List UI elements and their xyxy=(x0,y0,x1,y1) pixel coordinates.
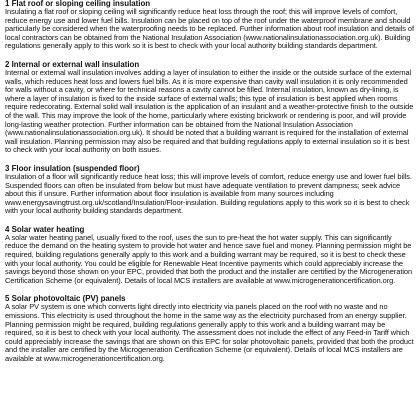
section-heading: 2 Internal or external wall insulation xyxy=(5,59,140,69)
section-heading: 1 Flat roof or sloping ceiling insulation xyxy=(5,0,151,8)
section-heading: 3 Floor insulation (suspended floor) xyxy=(5,163,140,173)
section-solar-pv-panels xyxy=(5,294,414,363)
section-body: Insulating a flat roof or sloping ceiling will significantly reduce heat loss through the roof; this will improve levels of comfort, reduce energy use and lower fuel bills. Insulation can be placed on top of the roof under the waterproof membrane and should particularly be considered when the waterproofing needs to be replaced. Further information about roof insulation and details of local contractors can be obtained from the National Insulation Association (www.nationalinsulationassociation.org.uk). Building regulations generally apply to this work so it is best to check with your local authority building standards department. xyxy=(5,7,414,51)
section-floor-insulation xyxy=(5,164,414,216)
section-body: Internal or external wall insulation involves adding a layer of insulation to either the inside or the outside surface of the external walls, which reduces heat loss and lowers fuel bills. As it is more expensive than cavity wall insulation it is only recommended for walls without a cavity, or where for technical reasons a cavity cannot be filled. Internal insulation, known as dry-lining, is where a layer of insulation is fixed to the inside surface of external walls; this type of insulation is best applied when rooms require redecorating. External solid wall insulation is the application of an insulant and a weather-protective finish to the outside of the wall. This may improve the look of the home, particularly where existing brickwork or rendering is poor, and will provide long-lasting weather protection. Further information can be obtained from the National Insulation Association (www.nationalinsulationassociation.org.uk). It should be noted that a building warrant is required for the installation of external wall insulation. Planning permission may also be required and that building regulations apply to external insulation so it is best to check with your local authority on both issues. xyxy=(5,67,414,155)
section-body: Insulation of a floor will significantly reduce heat loss; this will improve levels of comfort, reduce energy use and lower fuel bills. Suspended floors can often be insulated from below but must have adequate ventilation to prevent dampness; seek advice about this if unsure. Further information about floor insulation is available from many sources including www.energysavingtrust.org.uk/scotland/Insulation/Floor-insulation. Building regulations apply to this work so it is best to check with your local authority building standards department. xyxy=(5,171,412,216)
section-solar-water-heating xyxy=(5,225,414,286)
section-body: A solar PV system is one which converts light directly into electricity via panels placed on the roof with no waste and no emissions. This electricity is used throughout the home in the same way as the electricity purchased from an energy supplier. Planning permission might be required, building regulations generally apply to this work and a building warrant may be required, so it is best to check with your local authority. The assessment does not include the effect of any Feed-in Tariff which could appreciably increase the savings that are shown on this EPC for solar photovoltaic panels, provided that both the product and the installer are certified by the Microgeneration Certification Scheme (or equivalent). Details of local MCS installers are available at www.microgenerationcertification.org. xyxy=(5,302,414,363)
section-heading: 5 Solar photovoltaic (PV) panels xyxy=(5,294,126,304)
section-body: A solar water heating panel, usually fixed to the roof, uses the sun to pre-heat the hot water supply. This can significantly reduce the demand on the heating system to provide hot water and hence save fuel and money. Planning permission might be required, building regulations generally apply to this work and a building warrant may be required, so it is best to check these with your local authority. You could be eligible for Renewable Heat Incentive payments which could appreciably increase the savings beyond those shown on your EPC, provided that both the product and the installer are certified by the Microgeneration Certification Scheme (or equivalent). Details of local MCS installers are available at www.microgenerationcertification.org. xyxy=(5,232,413,285)
section-wall-insulation xyxy=(5,60,414,155)
section-heading: 4 Solar water heating xyxy=(5,224,85,234)
section-flat-roof-insulation xyxy=(5,0,414,51)
